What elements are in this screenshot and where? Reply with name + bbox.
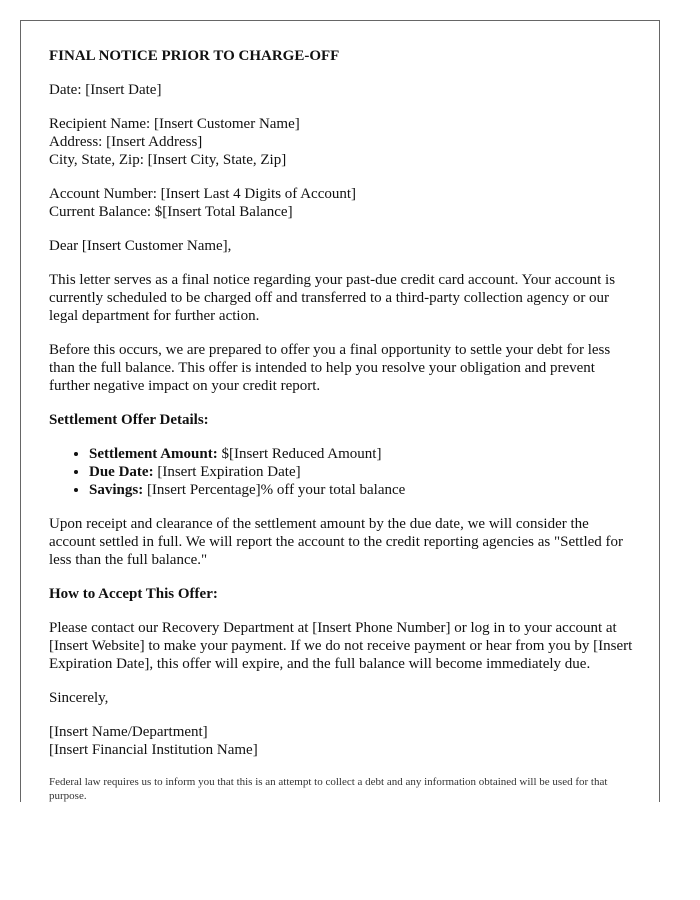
recipient-name-line: Recipient Name: [Insert Customer Name] — [49, 116, 300, 132]
signature-block — [49, 723, 634, 759]
signature-name-line: [Insert Name/Department] — [49, 724, 208, 740]
paragraph-settlement-terms: Upon receipt and clearance of the settlement amount by the due date, we will consider the account settled in full. We will report the account to the credit reporting agencies as "Settled for less than the full balance." — [49, 516, 624, 568]
offer-item-due-date — [89, 463, 634, 481]
letter-content — [49, 47, 634, 802]
offer-item-savings — [89, 481, 634, 499]
letter-title: FINAL NOTICE PRIOR TO CHARGE-OFF — [49, 48, 340, 64]
recipient-address-line: Address: [Insert Address] — [49, 134, 203, 150]
recipient-block — [49, 115, 634, 169]
offer-item-value: [Insert Expiration Date] — [153, 464, 301, 480]
signature-institution-line: [Insert Financial Institution Name] — [49, 742, 258, 758]
date-line: Date: [Insert Date] — [49, 82, 162, 98]
offer-item-value: [Insert Percentage]% off your total balance — [143, 482, 406, 498]
recipient-city-line: City, State, Zip: [Insert City, State, Zip] — [49, 152, 287, 168]
letter-page — [20, 20, 660, 802]
offer-item-value: $[Insert Reduced Amount] — [217, 446, 382, 462]
settlement-offer-list — [49, 445, 634, 499]
paragraph-final-notice: This letter serves as a final notice regarding your past-due credit card account. Your account is currently scheduled to be charged off and transferred to a third-party collection agency or our legal department for further action. — [49, 272, 616, 324]
offer-item-label: Settlement Amount: — [89, 446, 218, 462]
offer-item-amount — [89, 445, 634, 463]
offer-item-label: Due Date: — [89, 464, 154, 480]
account-block — [49, 185, 634, 221]
account-number-line: Account Number: [Insert Last 4 Digits of Account] — [49, 186, 357, 202]
legal-disclaimer: Federal law requires us to inform you that this is an attempt to collect a debt and any information obtained will be used for that purpose. — [49, 776, 608, 802]
paragraph-offer-intro: Before this occurs, we are prepared to offer you a final opportunity to settle your debt for less than the full balance. This offer is intended to help you resolve your obligation and prevent further negative impact on your credit report. — [49, 342, 611, 394]
paragraph-accept-instructions: Please contact our Recovery Department at [Insert Phone Number] or log in to your account at [Insert Website] to make your payment. If we do not receive payment or hear from you by [Insert Expiration Date], this offer will expire, and the full balance will become immediately due. — [49, 620, 633, 672]
salutation: Dear [Insert Customer Name], — [49, 238, 232, 254]
account-balance-line: Current Balance: $[Insert Total Balance] — [49, 204, 293, 220]
settlement-offer-heading: Settlement Offer Details: — [49, 412, 209, 428]
closing: Sincerely, — [49, 690, 109, 706]
offer-item-label: Savings: — [89, 482, 144, 498]
accept-offer-heading: How to Accept This Offer: — [49, 586, 218, 602]
